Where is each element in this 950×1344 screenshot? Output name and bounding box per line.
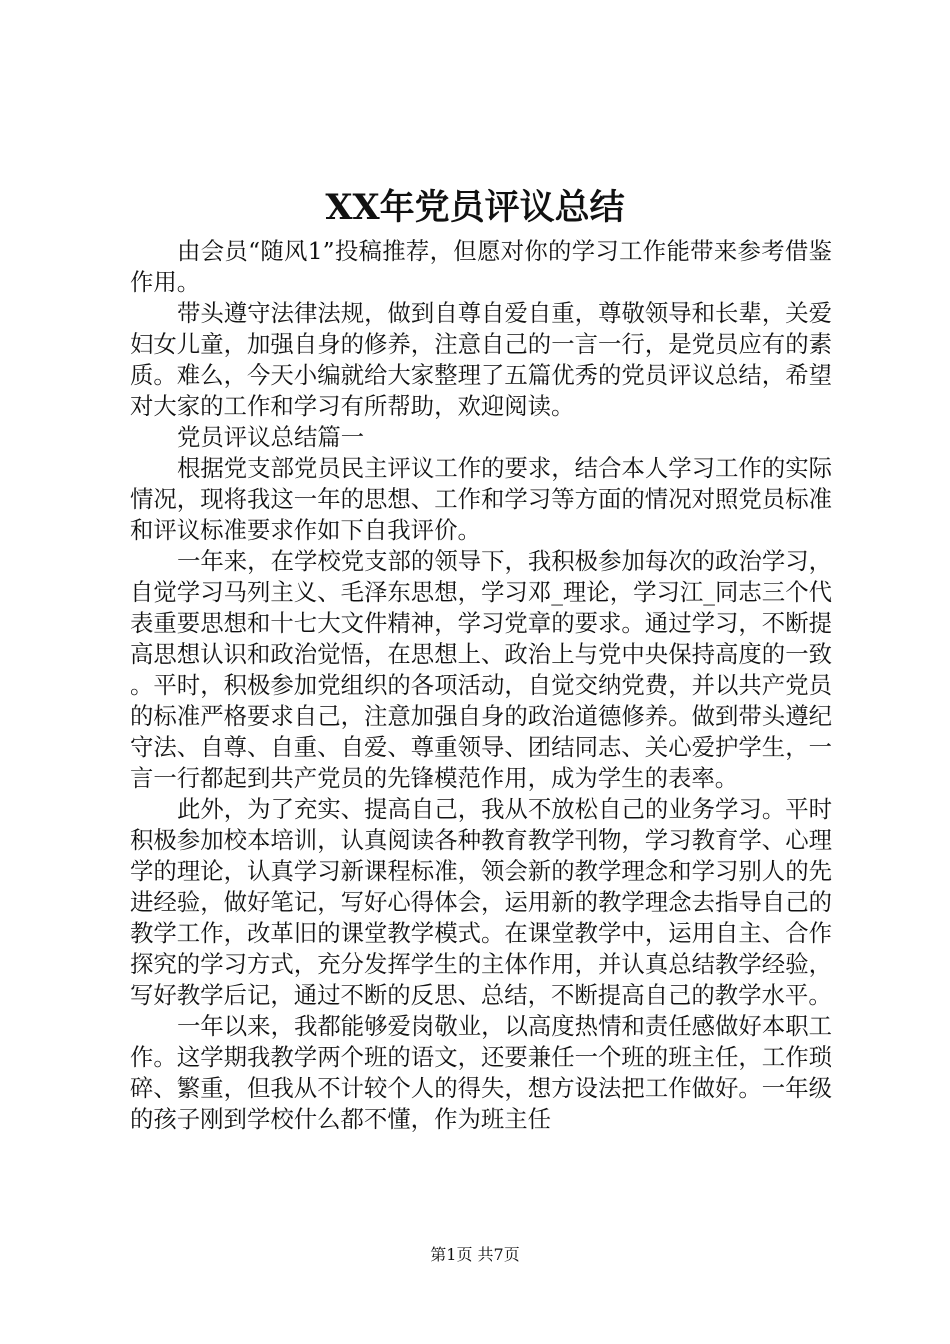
paragraph: 带头遵守法律法规，做到自尊自爱自重，尊敬领导和长辈，关爱妇女儿童，加强自身的修养，注意自己的一言一行，是党员应有的素质。难么，今天小编就给大家整理了五篇优秀的党员评议总结，希望对大家的工作和学习有所帮助，欢迎阅读。 xyxy=(130,299,832,420)
page-number-footer: 第1页 共7页 xyxy=(430,1245,520,1264)
document-title: XX年党员评议总结 xyxy=(325,187,625,228)
paragraph: 由会员“随风1”投稿推荐，但愿对你的学习工作能带来参考借鉴作用。 xyxy=(130,237,832,296)
paragraph: 此外，为了充实、提高自己，我从不放松自己的业务学习。平时积极参加校本培训，认真阅读各种教育教学刊物，学习教育学、心理学的理论，认真学习新课程标准，领会新的教学理念和学习别人的先进经验，做好笔记，写好心得体会，运用新的教学理念去指导自己的教学工作，改革旧的课堂教学模式。在课堂教学中，运用自主、合作探究的学习方式，充分发挥学生的主体作用，并认真总结教学经验，写好教学后记，通过不断的反思、总结，不断提高自己的教学水平。 xyxy=(130,795,832,1009)
section-heading: 党员评议总结篇一 xyxy=(177,423,365,451)
paragraph: 一年来，在学校党支部的领导下，我积极参加每次的政治学习，自觉学习马列主义、毛泽东思想，学习邓_理论，学习江_同志三个代表重要思想和十七大文件精神，学习党章的要求。通过学习，不断提高思想认识和政治觉悟，在思想上、政治上与党中央保持高度的一致。平时，积极参加党组织的各项活动，自觉交纳党费，并以共产党员的标准严格要求自己，注意加强自身的政治道德修养。做到带头遵纪守法、自尊、自重、自爱、尊重领导、团结同志、关心爱护学生，一言一行都起到共产党员的先锋模范作用，成为学生的表率。 xyxy=(130,547,832,792)
paragraph: 根据党支部党员民主评议工作的要求，结合本人学习工作的实际情况，现将我这一年的思想、工作和学习等方面的情况对照党员标准和评议标准要求作如下自我评价。 xyxy=(130,454,832,544)
document-body xyxy=(130,236,832,1135)
paragraph: 一年以来，我都能够爱岗敬业，以高度热情和责任感做好本职工作。这学期我教学两个班的语文，还要兼任一个班的班主任，工作琐碎、繁重，但我从不计较个人的得失，想方设法把工作做好。一年级的孩子刚到学校什么都不懂，作为班主任 xyxy=(130,1012,832,1133)
